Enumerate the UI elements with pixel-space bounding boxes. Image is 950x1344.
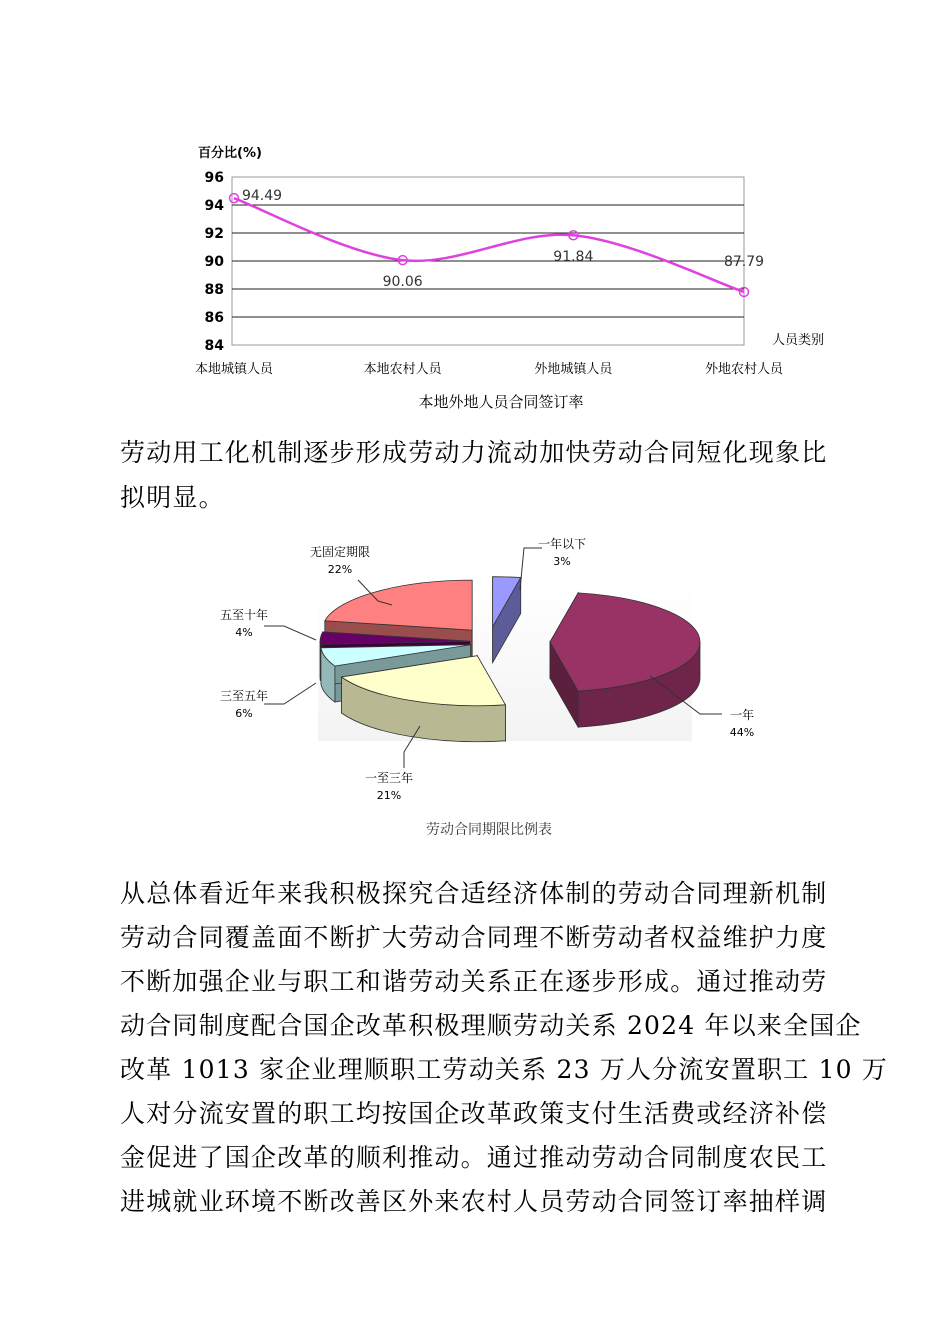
- slice-label: 一年: [729, 708, 755, 722]
- paragraph-line: 劳动用工化机制逐步形成劳动力流动加快劳动合同短化现象比: [120, 438, 828, 467]
- leader-line: [264, 683, 316, 704]
- x-tick-label: 外地农村人员: [704, 362, 784, 377]
- line-chart: [195, 145, 824, 411]
- leader-line: [264, 626, 316, 640]
- line-chart-title: 本地外地人员合同签订率: [418, 393, 584, 411]
- slice-label: 五至十年: [219, 608, 269, 622]
- slice-label: 无固定期限: [309, 545, 371, 559]
- line-chart-x-ticks: [195, 361, 784, 377]
- slice-label: 一年以下: [537, 537, 587, 551]
- line-chart-series: [234, 198, 744, 292]
- data-label: 94.49: [241, 188, 283, 205]
- data-label: 90.06: [382, 274, 423, 291]
- y-tick-label: 86: [204, 310, 224, 326]
- paragraph-line: 人对分流安置的职工均按国企改革政策支付生活费或经济补偿: [120, 1099, 828, 1128]
- pie-chart: [220, 536, 754, 838]
- x-tick-label: 本地城镇人员: [194, 362, 274, 377]
- slice-percent: 4%: [235, 626, 253, 639]
- paragraph-line: 从总体看近年来我积极探究合适经济体制的劳动合同理新机制: [120, 879, 828, 908]
- y-tick-label: 94: [204, 198, 224, 214]
- slice-percent: 6%: [235, 707, 253, 720]
- y-tick-label: 90: [204, 254, 224, 270]
- series-line: [234, 198, 744, 292]
- slice-percent: 22%: [327, 563, 353, 576]
- x-tick-label: 外地城镇人员: [534, 362, 613, 377]
- leader-line: [520, 548, 542, 590]
- slice-percent: 21%: [376, 789, 402, 802]
- pie-chart-title: 劳动合同期限比例表: [426, 822, 552, 838]
- x-tick-label: 本地农村人员: [363, 362, 442, 377]
- y-tick-label: 96: [204, 170, 224, 186]
- paragraph-line: 进城就业环境不断改善区外来农村人员劳动合同签订率抽样调: [120, 1187, 828, 1216]
- data-label: 91.84: [553, 249, 594, 266]
- paragraph-line: 动合同制度配合国企改革积极理顺劳动关系 2024 年以来全国企: [120, 1011, 862, 1040]
- paragraph-2: [120, 872, 889, 1224]
- paragraph-line: 改革 1013 家企业理顺职工劳动关系 23 万人分流安置职工 10 万: [120, 1055, 889, 1084]
- slice-label: 一至三年: [364, 771, 414, 785]
- line-chart-points: [230, 194, 749, 297]
- line-chart-xlabel: 人员类别: [772, 333, 825, 348]
- slice-percent: 3%: [553, 555, 571, 568]
- y-tick-label: 88: [204, 282, 224, 298]
- slice-percent: 44%: [729, 726, 755, 739]
- paragraph-1: [120, 430, 840, 520]
- data-label: 87.79: [723, 253, 765, 270]
- line-chart-data-labels: [242, 188, 764, 290]
- paragraph-line: 金促进了国企改革的顺利推动。通过推动劳动合同制度农民工: [120, 1143, 828, 1172]
- paragraph-line: 不断加强企业与职工和谐劳动关系正在逐步形成。通过推动劳: [120, 967, 828, 996]
- paragraph-line: 拟明显。: [120, 483, 225, 512]
- paragraph-line: 劳动合同覆盖面不断扩大劳动合同理不断劳动者权益维护力度: [120, 923, 828, 952]
- line-chart-y-ticks: [205, 170, 225, 354]
- y-tick-label: 84: [204, 338, 224, 354]
- line-chart-ylabel: 百分比(%): [198, 146, 262, 161]
- y-tick-label: 92: [204, 226, 224, 242]
- slice-label: 三至五年: [219, 689, 269, 703]
